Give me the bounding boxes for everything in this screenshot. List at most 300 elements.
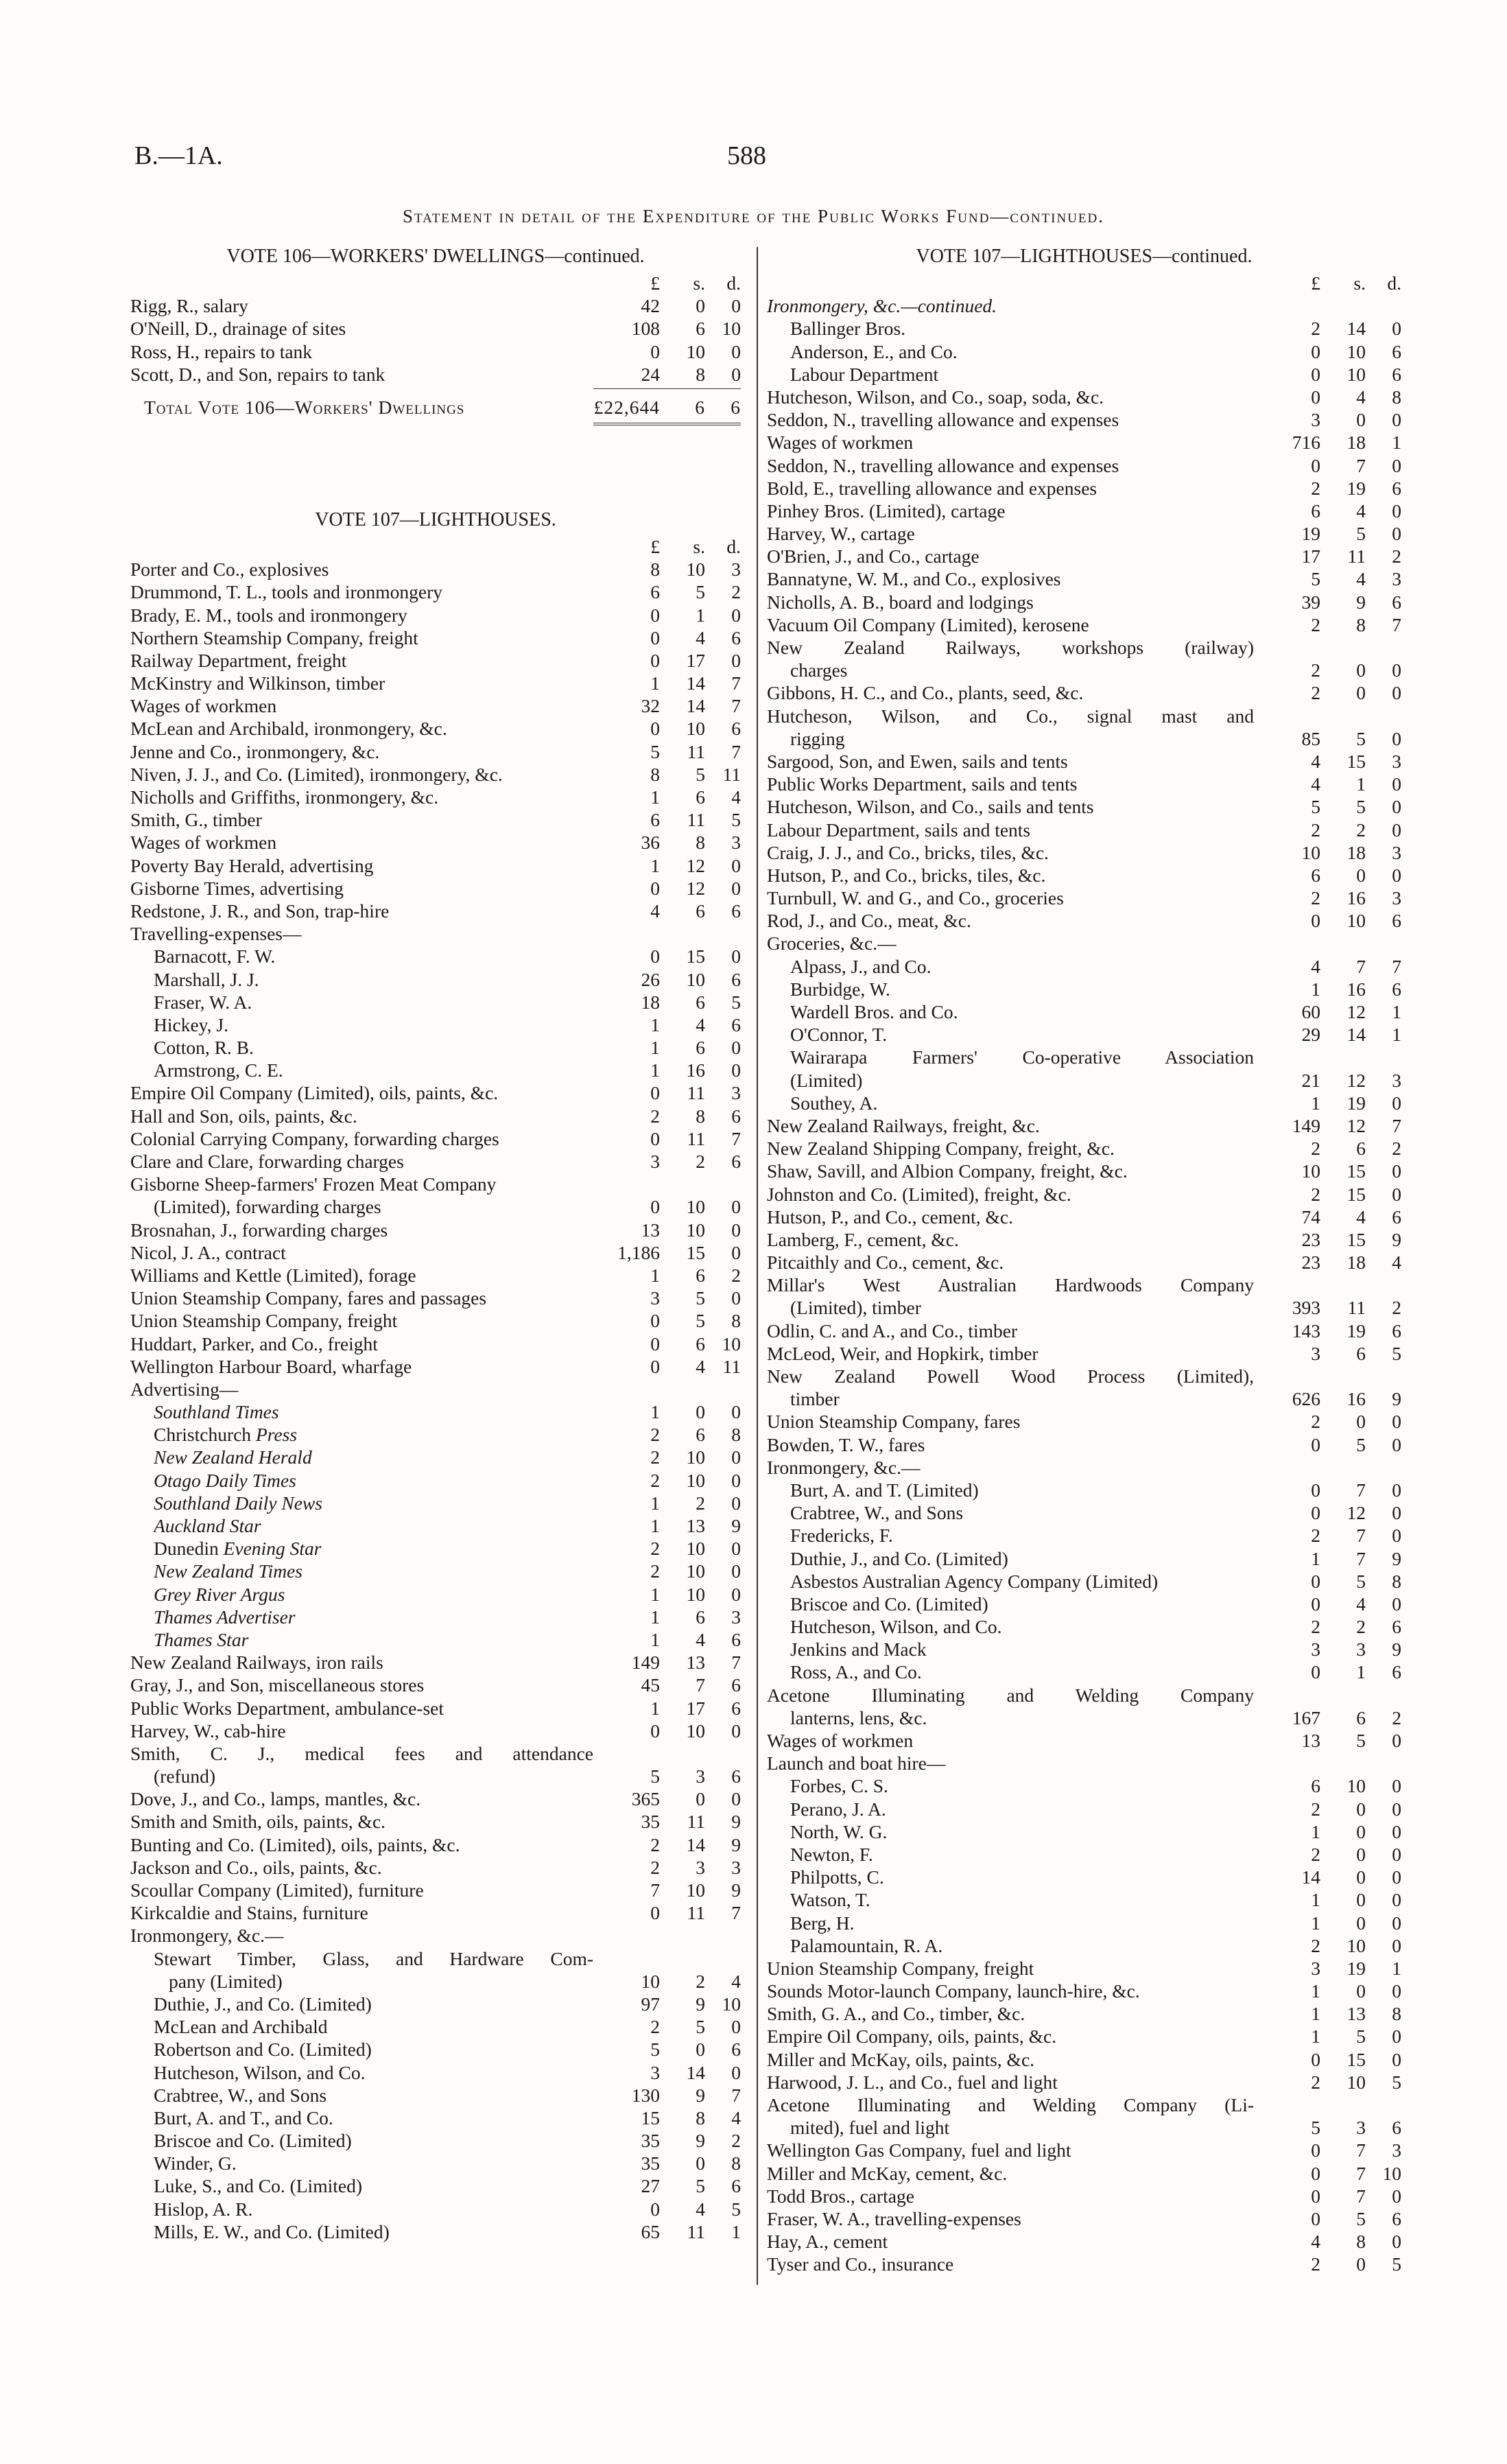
amount-pence: 1 — [1392, 432, 1401, 454]
entry-description: Hutson, P., and Co., cement, &c. — [767, 1206, 1013, 1228]
amount-pounds: 1 — [650, 672, 660, 694]
amount-pence: 0 — [731, 1492, 741, 1514]
amount-shillings: 5 — [696, 2175, 705, 2197]
amount-pence: 3 — [1392, 568, 1401, 590]
pence-head: d. — [726, 535, 741, 557]
entry-description: Williams and Kettle (Limited), forage — [130, 1264, 416, 1286]
amount-pence: 0 — [1392, 1502, 1401, 1524]
amount-shillings: 0 — [696, 2039, 705, 2061]
entry-description: Crabtree, W., and Sons — [790, 1502, 964, 1524]
amount-shillings: 8 — [696, 1105, 705, 1127]
entry-description: Pitcaithly and Co., cement, &c. — [767, 1252, 1004, 1274]
ledger-row — [767, 681, 1401, 704]
amount-pounds: 23 — [1301, 1228, 1320, 1250]
ledger-row — [767, 1798, 1401, 1820]
ledger-row — [130, 1013, 741, 1036]
amount-shillings: 5 — [1356, 2207, 1366, 2229]
entry-description: Dunedin Evening Star — [154, 1538, 322, 1560]
entry-description: Southland Daily News — [154, 1492, 322, 1514]
amount-pence: 3 — [1392, 2139, 1401, 2161]
entry-description: Barnacott, F. W. — [154, 946, 276, 967]
ledger-row — [767, 1888, 1401, 1911]
amount-pence: 7 — [731, 1902, 741, 1924]
amount-shillings: 2 — [696, 1970, 705, 1992]
amount-shillings: 15 — [686, 1241, 705, 1263]
amount-pence: 7 — [731, 1652, 741, 1674]
amount-shillings: 7 — [1356, 2139, 1366, 2161]
ledger-row — [130, 1833, 741, 1856]
amount-pence: 0 — [1392, 1525, 1401, 1547]
amount-pounds: 0 — [1311, 1479, 1320, 1501]
ledger-row — [130, 2152, 741, 2174]
amount-shillings: 14 — [686, 672, 705, 694]
statement-title: Statement in detail of the Expenditure of the Public Works Fund—continued. — [402, 206, 1104, 226]
amount-shillings: 6 — [696, 900, 705, 922]
ledger-row — [767, 1319, 1401, 1342]
amount-pence: 7 — [1392, 613, 1401, 635]
amount-pence: 0 — [731, 1401, 741, 1423]
amount-shillings: 6 — [696, 1037, 705, 1059]
entry-description: Sargood, Son, and Ewen, sails and tents — [767, 750, 1068, 772]
amount-shillings: 4 — [1356, 386, 1366, 408]
ledger-row — [130, 1469, 741, 1492]
ledger-row — [767, 1593, 1401, 1615]
amount-pounds: 29 — [1301, 1024, 1320, 1046]
ledger-row — [130, 1970, 741, 1993]
entry-description: Tyser and Co., insurance — [767, 2253, 954, 2275]
amount-shillings: 7 — [1356, 454, 1366, 476]
amount-pounds: 1 — [1311, 1889, 1320, 1911]
amount-shillings: 4 — [696, 1013, 705, 1035]
amount-pence: 0 — [1392, 1798, 1401, 1820]
amount-shillings: 7 — [1356, 2162, 1366, 2184]
entry-description: McKinstry and Wilkinson, timber — [130, 672, 385, 694]
ledger-row — [767, 454, 1401, 477]
entry-description: Public Works Department, sails and tents — [767, 773, 1078, 795]
amount-shillings: 16 — [1346, 1388, 1366, 1410]
amount-shillings: 11 — [1347, 1297, 1366, 1319]
amount-pounds: 97 — [641, 1993, 660, 2015]
amount-shillings: 0 — [1356, 1820, 1366, 1842]
amount-pence: 5 — [1392, 1342, 1401, 1364]
amount-shillings: 15 — [1346, 2048, 1366, 2070]
amount-pence: 0 — [1392, 2026, 1401, 2048]
ledger-row — [130, 1492, 741, 1514]
ledger-row — [130, 2220, 741, 2243]
ledger-row — [767, 1638, 1401, 1661]
amount-pence: 0 — [1392, 1433, 1401, 1455]
amount-shillings: 11 — [687, 1127, 705, 1149]
ledger-row — [767, 705, 1401, 727]
amount-pence: 7 — [731, 1127, 741, 1149]
amount-pounds: 6 — [1311, 864, 1320, 886]
ledger-row — [130, 1787, 741, 1810]
entry-description: Burt, A. and T., and Co. — [154, 2107, 333, 2128]
amount-shillings: 0 — [1356, 409, 1366, 431]
amount-pence: 0 — [1392, 409, 1401, 431]
amount-shillings: 7 — [1356, 955, 1366, 977]
entry-description: charges — [790, 659, 848, 681]
amount-shillings: 6 — [696, 786, 705, 808]
entry-description: Anderson, E., and Co. — [790, 340, 958, 362]
amount-pounds: 1 — [650, 1606, 660, 1628]
amount-pence: 6 — [731, 1105, 741, 1127]
amount-shillings: 3 — [696, 1765, 705, 1787]
amount-shillings: 8 — [696, 832, 705, 854]
entry-description: Ironmongery, &c.— — [130, 1925, 284, 1947]
entry-description: Clare and Clare, forwarding charges — [130, 1151, 404, 1172]
amount-pounds: 19 — [1301, 523, 1320, 545]
amount-pence: 6 — [1392, 1616, 1401, 1638]
ledger-row — [130, 1993, 741, 2015]
amount-pounds: 130 — [631, 2084, 660, 2106]
amount-pence: 0 — [1392, 500, 1401, 521]
amount-shillings: 13 — [686, 1515, 705, 1536]
entry-description: Huddart, Parker, and Co., freight — [130, 1333, 378, 1354]
amount-shillings: 5 — [1356, 523, 1366, 545]
amount-pounds: 6 — [1311, 500, 1320, 521]
page-number: 588 — [727, 141, 766, 170]
entry-description: Harvey, W., cab-hire — [130, 1720, 286, 1741]
amount-pounds: 0 — [650, 2198, 660, 2220]
amount-shillings: 10 — [686, 340, 705, 362]
entry-description: Gisborne Times, advertising — [130, 877, 344, 899]
amount-pounds: 2 — [1311, 819, 1320, 841]
amount-shillings: 0 — [696, 1401, 705, 1423]
ledger-row — [767, 294, 1401, 317]
ledger-row — [767, 408, 1401, 431]
entry-description: Launch and boat hire— — [767, 1752, 946, 1774]
amount-pounds: 65 — [641, 2220, 660, 2242]
entry-description: Hutcheson, Wilson, and Co., sails and tents — [767, 796, 1094, 818]
amount-pence: 0 — [731, 1720, 741, 1741]
amount-pence: 0 — [731, 1059, 741, 1081]
entry-description: Gray, J., and Son, miscellaneous stores — [130, 1674, 425, 1696]
entry-description: Union Steamship Company, fares and passages — [130, 1287, 487, 1309]
ledger-row — [767, 1433, 1401, 1456]
vote-107-rows — [130, 558, 741, 2243]
right-column — [767, 242, 1401, 2276]
entry-description: North, W. G. — [790, 1820, 888, 1842]
vote-107-continued-column-heads — [767, 272, 1401, 294]
amount-pounds: 2 — [1311, 1616, 1320, 1638]
amount-pence: 9 — [1392, 1547, 1401, 1569]
entry-description: Advertising— — [130, 1378, 239, 1400]
entry-description: Wages of workmen — [130, 832, 277, 854]
amount-shillings: 17 — [686, 649, 705, 671]
amount-pence: 3 — [731, 1082, 741, 1104]
amount-pence: 2 — [1392, 1138, 1401, 1160]
ledger-row — [767, 1479, 1401, 1501]
amount-pounds: 1 — [650, 1037, 660, 1059]
amount-pounds: 13 — [1301, 1730, 1320, 1751]
ledger-row — [767, 636, 1401, 659]
ledger-row — [767, 1661, 1401, 1683]
entry-description: Johnston and Co. (Limited), freight, &c. — [767, 1183, 1071, 1205]
ledger-row — [130, 1924, 741, 1947]
amount-shillings: 0 — [1356, 1866, 1366, 1888]
amount-pounds: 0 — [1311, 454, 1320, 476]
entry-description: Burt, A. and T. (Limited) — [790, 1479, 979, 1501]
ledger-row — [767, 567, 1401, 590]
amount-shillings: 16 — [1346, 887, 1366, 909]
amount-pence: 11 — [722, 1355, 741, 1377]
entry-description: Groceries, &c.— — [767, 932, 897, 954]
entry-description: New Zealand Shipping Company, freight, &c. — [767, 1138, 1115, 1160]
amount-pence: 0 — [731, 295, 741, 317]
ledger-row — [130, 1127, 741, 1150]
ledger-row — [767, 2207, 1401, 2230]
amount-pence: 0 — [1392, 1820, 1401, 1842]
amount-pounds: 0 — [650, 604, 660, 626]
ledger-row — [767, 317, 1401, 340]
amount-shillings: 1 — [1356, 773, 1366, 795]
entry-description: Empire Oil Company, oils, paints, &c. — [767, 2026, 1057, 2048]
entry-description: Rigg, R., salary — [130, 295, 248, 317]
amount-pounds: 0 — [650, 1082, 660, 1104]
entry-description: Hutson, P., and Co., bricks, tiles, &c. — [767, 864, 1046, 886]
ledger-row — [130, 1560, 741, 1582]
entry-description: Niven, J. J., and Co. (Limited), ironmongery, &c. — [130, 763, 503, 785]
ledger-row — [767, 1547, 1401, 1570]
amount-pounds: 1 — [650, 1583, 660, 1605]
amount-pence: 0 — [1392, 1479, 1401, 1501]
amount-pounds: 2 — [1311, 1411, 1320, 1433]
amount-shillings: 14 — [1346, 1024, 1366, 1046]
entry-description: Wellington Harbour Board, wharfage — [130, 1355, 412, 1377]
amount-pounds: 0 — [650, 1720, 660, 1741]
entry-description: Fraser, W. A., travelling-expenses — [767, 2207, 1021, 2229]
amount-pounds: 1 — [1311, 1980, 1320, 2002]
entry-description: Christchurch Press — [154, 1424, 298, 1446]
amount-shillings: 0 — [696, 2152, 705, 2174]
amount-pence: 0 — [731, 1560, 741, 1582]
amount-shillings: 6 — [696, 1606, 705, 1628]
shillings-head: s. — [693, 272, 705, 294]
amount-pence: 3 — [1392, 887, 1401, 909]
amount-pence: 0 — [1392, 2185, 1401, 2207]
amount-shillings: 19 — [1346, 1092, 1366, 1114]
amount-pounds: 27 — [641, 2175, 660, 2197]
ledger-row — [130, 1514, 741, 1537]
amount-shillings: 2 — [696, 1151, 705, 1172]
amount-pence: 0 — [731, 2061, 741, 2083]
amount-shillings: 5 — [1356, 1730, 1366, 1751]
amount-pounds: 0 — [650, 1127, 660, 1149]
amount-pounds: 0 — [650, 1355, 660, 1377]
entry-description: Hutcheson, Wilson, and Co., signal mast and — [767, 705, 1254, 727]
entry-description: Smith, G. A., and Co., timber, &c. — [767, 2003, 1025, 2025]
amount-pence: 10 — [722, 318, 741, 340]
ledger-row — [767, 1023, 1401, 1046]
amount-pence: 0 — [1392, 2231, 1401, 2253]
amount-pounds: 5 — [650, 740, 660, 762]
amount-pounds: 365 — [631, 1788, 660, 1810]
amount-pounds: 35 — [641, 2130, 660, 2152]
ledger-row — [767, 477, 1401, 500]
entry-description: New Zealand Herald — [154, 1446, 312, 1468]
entry-description: (Limited), timber — [790, 1297, 921, 1319]
amount-shillings: 0 — [1356, 1411, 1366, 1433]
amount-shillings: 9 — [1356, 591, 1366, 613]
entry-description: New Zealand Railways, freight, &c. — [767, 1114, 1040, 1136]
ledger-row — [767, 841, 1401, 864]
amount-pounds: 2 — [1311, 682, 1320, 704]
ledger-row — [130, 1879, 741, 1901]
amount-pounds: 7 — [650, 1879, 660, 1901]
amount-shillings: 2 — [696, 1492, 705, 1514]
amount-shillings: 9 — [696, 1993, 705, 2015]
amount-shillings: 19 — [1346, 1319, 1366, 1341]
amount-shillings: 13 — [686, 1652, 705, 1674]
amount-pounds: 45 — [641, 1674, 660, 1696]
amount-pounds: 1 — [650, 854, 660, 876]
amount-pence: 0 — [1392, 1775, 1401, 1797]
entry-description: McLeod, Weir, and Hopkirk, timber — [767, 1342, 1039, 1364]
amount-shillings: 18 — [1346, 432, 1366, 454]
amount-shillings: 7 — [1356, 1547, 1366, 1569]
amount-pence: 6 — [1392, 2207, 1401, 2229]
ledger-row — [767, 1206, 1401, 1228]
ledger-row — [130, 1674, 741, 1696]
amount-pence: 0 — [1392, 1912, 1401, 1934]
amount-pounds: 10 — [641, 1970, 660, 1992]
entry-description: Union Steamship Company, freight — [767, 1957, 1034, 1979]
entry-description: Mills, E. W., and Co. (Limited) — [154, 2220, 390, 2242]
ledger-row — [130, 968, 741, 991]
entry-description: Southland Times — [154, 1401, 279, 1423]
amount-pence: 0 — [731, 604, 741, 626]
amount-pounds: 35 — [641, 1811, 660, 1833]
ledger-row — [767, 1684, 1401, 1706]
ledger-row — [130, 786, 741, 808]
amount-shillings: 10 — [686, 559, 705, 580]
amount-pence: 0 — [1392, 773, 1401, 795]
entry-description: Rod, J., and Co., meat, &c. — [767, 910, 971, 932]
ledger-row — [130, 1309, 741, 1332]
amount-pounds: 0 — [650, 1902, 660, 1924]
entry-description: Harwood, J. L., and Co., fuel and light — [767, 2071, 1058, 2093]
ledger-row — [130, 1264, 741, 1287]
amount-pounds: 0 — [650, 946, 660, 967]
ledger-row — [130, 1720, 741, 1742]
entry-description: mited), fuel and light — [790, 2117, 950, 2139]
entry-description: Robertson and Co. (Limited) — [154, 2039, 372, 2061]
entry-description: Acetone Illuminating and Welding Company (Li- — [767, 2094, 1254, 2115]
entry-description: (Limited), forwarding charges — [154, 1196, 381, 1218]
ledger-row — [130, 922, 741, 945]
amount-pounds: 2 — [1311, 1843, 1320, 1865]
entry-description: lanterns, lens, &c. — [790, 1706, 927, 1728]
ledger-row — [767, 1706, 1401, 1729]
amount-pence: 6 — [731, 626, 741, 648]
amount-pence: 6 — [731, 1151, 741, 1172]
amount-shillings: 5 — [696, 2016, 705, 2038]
column-divider — [757, 247, 758, 2285]
amount-pounds: 85 — [1301, 727, 1320, 749]
entry-description: Bannatyne, W. M., and Co., explosives — [767, 568, 1061, 590]
amount-shillings: 15 — [686, 946, 705, 967]
amount-pounds: 3 — [650, 1151, 660, 1172]
ledger-row — [767, 1570, 1401, 1593]
amount-pounds: 0 — [1311, 386, 1320, 408]
ledger-row — [767, 1387, 1401, 1410]
amount-shillings: 5 — [1356, 1433, 1366, 1455]
amount-pence: 7 — [731, 695, 741, 717]
entry-description: Fraser, W. A. — [154, 991, 252, 1013]
amount-pence: 7 — [1392, 955, 1401, 977]
amount-pence: 0 — [1392, 1866, 1401, 1888]
amount-shillings: 6 — [1356, 1138, 1366, 1160]
amount-pence: 6 — [731, 968, 741, 990]
ledger-row — [130, 854, 741, 877]
ledger-row — [767, 1866, 1401, 1888]
ledger-row — [767, 613, 1401, 636]
ledger-row — [767, 1729, 1401, 1752]
entry-description: Brady, E. M., tools and ironmongery — [130, 604, 407, 626]
entry-description: Winder, G. — [154, 2152, 237, 2174]
ledger-row — [130, 1537, 741, 1560]
amount-pounds: 1 — [1311, 2026, 1320, 2048]
ledger-row — [767, 2116, 1401, 2139]
amount-pounds: 149 — [1292, 1114, 1320, 1136]
amount-shillings: 11 — [687, 1082, 705, 1104]
amount-shillings: 10 — [686, 1720, 705, 1741]
ledger-row — [130, 1105, 741, 1127]
ledger-row — [130, 558, 741, 580]
amount-pounds: 8 — [650, 763, 660, 785]
amount-shillings: 6 — [1356, 1342, 1366, 1364]
amount-pence: 6 — [1392, 1206, 1401, 1228]
amount-pounds: 36 — [641, 832, 660, 854]
amount-pence: 9 — [731, 1833, 741, 1855]
amount-pounds: 0 — [1311, 363, 1320, 385]
amount-pence: 4 — [731, 2107, 741, 2128]
entry-description: Luke, S., and Co. (Limited) — [154, 2175, 362, 2197]
amount-pence: 0 — [1392, 659, 1401, 681]
entry-description: Public Works Department, ambulance-set — [130, 1697, 444, 1719]
amount-pence: 3 — [731, 832, 741, 854]
amount-shillings: 5 — [696, 1287, 705, 1309]
amount-pounds: 1 — [1311, 1912, 1320, 1934]
ledger-row — [767, 1000, 1401, 1023]
entry-description: Cotton, R. B. — [154, 1037, 254, 1059]
entry-description: Hutcheson, Wilson, and Co. — [154, 2061, 366, 2083]
entry-description: Redstone, J. R., and Son, trap-hire — [130, 900, 390, 922]
amount-shillings: 6 — [696, 1264, 705, 1286]
amount-pounds: 0 — [1311, 2185, 1320, 2207]
entry-description: Duthie, J., and Co. (Limited) — [154, 1993, 372, 2015]
amount-shillings: 12 — [1346, 1114, 1366, 1136]
amount-pence: 0 — [731, 649, 741, 671]
amount-shillings: 6 — [696, 318, 705, 340]
amount-pounds: 1 — [650, 1628, 660, 1650]
amount-pence: 9 — [1392, 1228, 1401, 1250]
amount-pounds: 2 — [650, 1446, 660, 1468]
amount-shillings: 10 — [686, 1196, 705, 1218]
ledger-row — [767, 340, 1401, 363]
ledger-row — [767, 1296, 1401, 1319]
amount-pence: 6 — [731, 1628, 741, 1650]
entry-description: Railway Department, freight — [130, 649, 347, 671]
amount-pounds: 5 — [1311, 796, 1320, 818]
shillings-head: s. — [1353, 272, 1366, 294]
entry-description: Colonial Carrying Company, forwarding charges — [130, 1127, 499, 1149]
amount-pence: 7 — [731, 672, 741, 694]
amount-pounds: 0 — [650, 1196, 660, 1218]
ledger-row — [130, 1081, 741, 1104]
entry-description: Lamberg, F., cement, &c. — [767, 1228, 959, 1250]
